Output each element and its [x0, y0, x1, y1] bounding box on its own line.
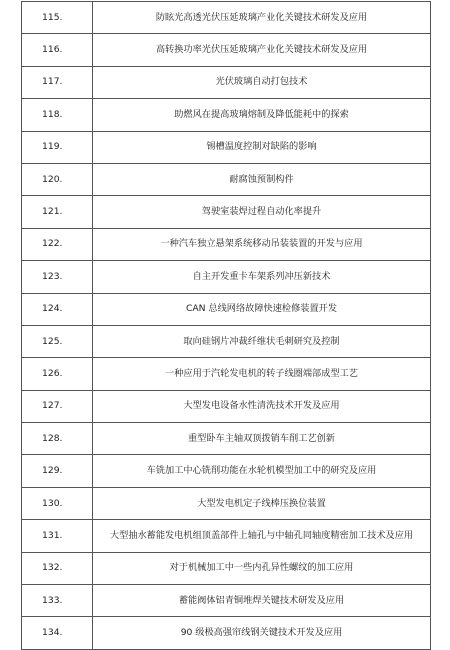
table-row — [22, 293, 431, 325]
projects-table — [21, 1, 431, 650]
table-row — [22, 163, 431, 195]
project-title: 耐腐蚀预制构件 — [93, 163, 431, 195]
project-title: 90 级极高强帘线钢关键技术开发及应用 — [93, 617, 431, 649]
table-row — [22, 99, 431, 131]
row-number: 133. — [22, 585, 93, 617]
project-title: 对于机械加工中一些内孔异性螺纹的加工应用 — [93, 552, 431, 584]
table-row — [22, 358, 431, 390]
table-row — [22, 196, 431, 228]
row-number: 122. — [22, 228, 93, 260]
project-title: 蓄能阀体铝青铜堆焊关键技术研发及应用 — [93, 585, 431, 617]
project-title: 大型发电设备水性清洗技术开发及应用 — [93, 390, 431, 422]
project-title: 高转换功率光伏压延玻璃产业化关键技术研发及应用 — [93, 34, 431, 66]
table-row — [22, 261, 431, 293]
row-number: 132. — [22, 552, 93, 584]
row-number: 130. — [22, 487, 93, 519]
row-number: 115. — [22, 2, 93, 34]
row-number: 129. — [22, 455, 93, 487]
row-number: 119. — [22, 131, 93, 163]
project-title: 大型发电机定子线棒压换位装置 — [93, 487, 431, 519]
table-row — [22, 2, 431, 34]
project-title: 光伏玻璃自动打包技术 — [93, 66, 431, 98]
table-body — [22, 2, 431, 650]
table-row — [22, 34, 431, 66]
project-title: 助燃风在提高玻璃熔制及降低能耗中的探索 — [93, 99, 431, 131]
table-row — [22, 585, 431, 617]
project-title: CAN 总线网络故障快速检修装置开发 — [93, 293, 431, 325]
table-row — [22, 552, 431, 584]
row-number: 123. — [22, 261, 93, 293]
table-row — [22, 228, 431, 260]
table-row — [22, 131, 431, 163]
project-title: 一种应用于汽轮发电机的转子线圈端部成型工艺 — [93, 358, 431, 390]
row-number: 117. — [22, 66, 93, 98]
project-title: 大型抽水蓄能发电机组顶盖部件上轴孔与中轴孔同轴度精密加工技术及应用 — [93, 520, 431, 552]
table-row — [22, 617, 431, 649]
row-number: 134. — [22, 617, 93, 649]
table-row — [22, 66, 431, 98]
row-number: 128. — [22, 423, 93, 455]
table-row — [22, 520, 431, 552]
table-row — [22, 487, 431, 519]
table-row — [22, 423, 431, 455]
row-number: 121. — [22, 196, 93, 228]
projects-table-container — [21, 1, 430, 650]
row-number: 127. — [22, 390, 93, 422]
table-row — [22, 390, 431, 422]
project-title: 自主开发重卡车架系列冲压新技术 — [93, 261, 431, 293]
project-title: 防眩光高透光伏压延玻璃产业化关键技术研发及应用 — [93, 2, 431, 34]
row-number: 125. — [22, 325, 93, 357]
row-number: 118. — [22, 99, 93, 131]
project-title: 一种汽车独立悬架系统移动吊装装置的开发与应用 — [93, 228, 431, 260]
row-number: 120. — [22, 163, 93, 195]
project-title: 驾驶室装焊过程自动化率提升 — [93, 196, 431, 228]
row-number: 126. — [22, 358, 93, 390]
project-title: 取向硅钢片冲裁纤维状毛刺研究及控制 — [93, 325, 431, 357]
table-row — [22, 455, 431, 487]
table-row — [22, 325, 431, 357]
project-title: 重型卧车主轴双顶拨销车削工艺创新 — [93, 423, 431, 455]
project-title: 车铣加工中心铣削功能在水轮机模型加工中的研究及应用 — [93, 455, 431, 487]
row-number: 116. — [22, 34, 93, 66]
row-number: 131. — [22, 520, 93, 552]
row-number: 124. — [22, 293, 93, 325]
project-title: 锡槽温度控制对缺陷的影响 — [93, 131, 431, 163]
